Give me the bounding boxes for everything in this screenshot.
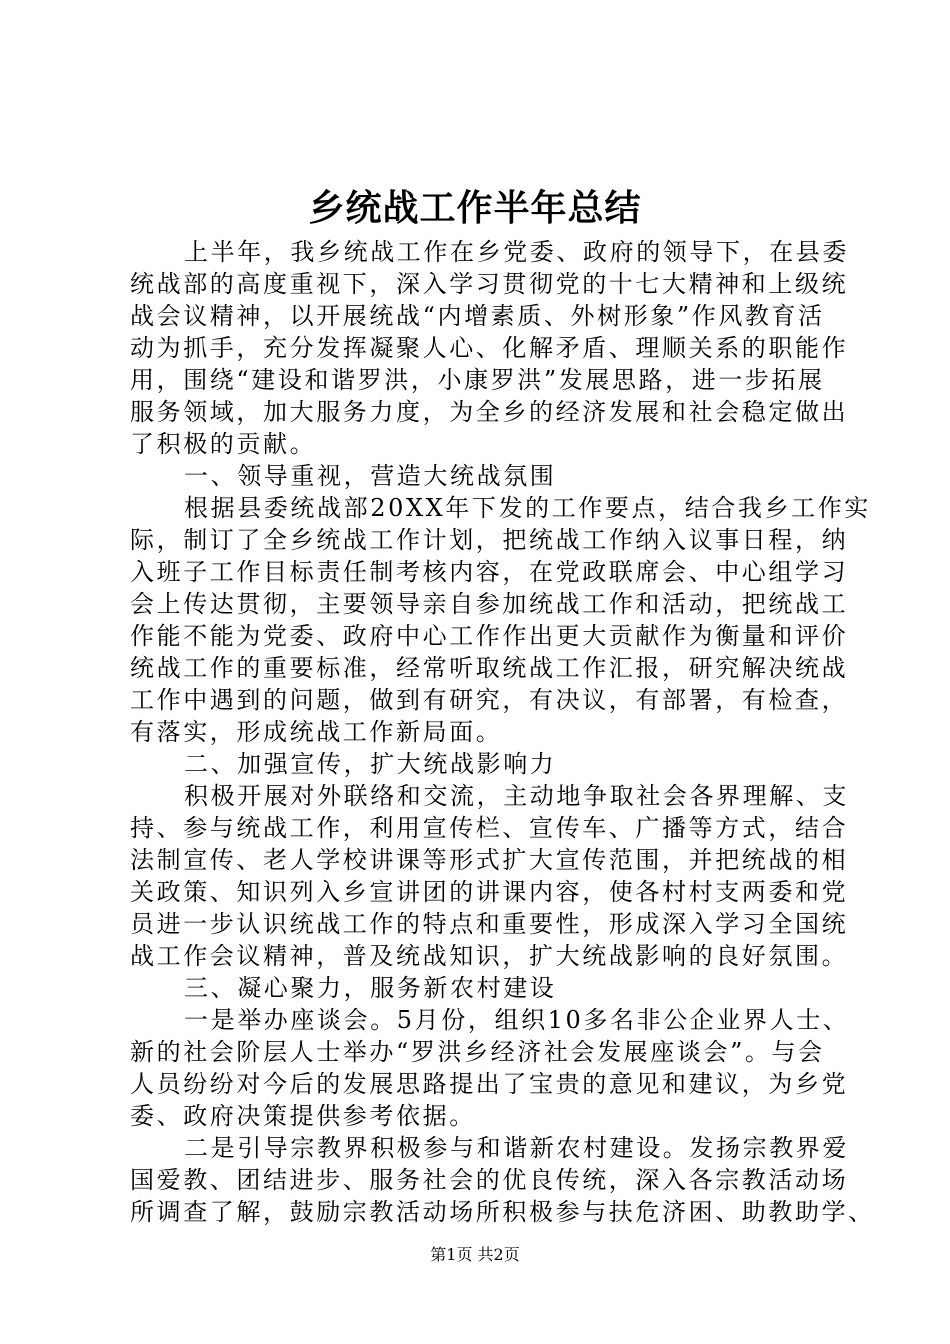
text-line: 法制宣传、老人学校讲课等形式扩大宣传范围，并把统战的相 [130,846,849,874]
section-heading: 三、凝心聚力，服务新农村建设 [184,974,557,1002]
text-line: 所调查了解，鼓励宗教活动场所积极参与扶危济困、助教助学、 [130,1198,875,1226]
text-line: 服务领域，加大服务力度，为全乡的经济发展和社会稳定做出 [130,398,849,426]
text-line: 委、政府决策提供参考依据。 [130,1102,476,1130]
text-line: 人员纷纷对今后的发展思路提出了宝贵的意见和建议，为乡党 [130,1070,849,1098]
section-heading: 二、加强宣传，扩大统战影响力 [184,750,557,778]
text-line: 有落实，形成统战工作新局面。 [130,718,503,746]
text-line: 一是举办座谈会。5月份，组织10多名非公企业界人士、 [184,1006,850,1034]
text-line: 新的社会阶层人士举办“罗洪乡经济社会发展座谈会”。与会 [130,1038,825,1066]
document-body [130,236,875,1228]
text-line: 积极开展对外联络和交流，主动地争取社会各界理解、支 [184,782,849,810]
text-line: 战会议精神，以开展统战“内增素质、外树形象”作风教育活 [130,302,825,330]
text-line: 统战工作的重要标准，经常听取统战工作汇报，研究解决统战 [130,654,849,682]
text-line: 统战部的高度重视下，深入学习贯彻党的十七大精神和上级统 [130,270,849,298]
text-line: 关政策、知识列入乡宣讲团的讲课内容，使各村村支两委和党 [130,878,849,906]
text-line: 持、参与统战工作，利用宣传栏、宣传车、广播等方式，结合 [130,814,849,842]
document-title: 乡统战工作半年总结 [308,187,642,229]
text-line: 员进一步认识统战工作的特点和重要性，形成深入学习全国统 [130,910,849,938]
text-line: 根据县委统战部20XX年下发的工作要点，结合我乡工作实 [184,494,871,522]
text-line: 会上传达贯彻，主要领导亲自参加统战工作和活动，把统战工 [130,590,849,618]
section-heading: 一、领导重视，营造大统战氛围 [184,462,557,490]
page-number: 第1页 共2页 [430,1245,520,1264]
text-line: 动为抓手，充分发挥凝聚人心、化解矛盾、理顺关系的职能作 [130,334,849,362]
text-line: 国爱教、团结进步、服务社会的优良传统，深入各宗教活动场 [130,1166,849,1194]
text-line: 用，围绕“建设和谐罗洪，小康罗洪”发展思路，进一步拓展 [130,366,825,394]
text-line: 战工作会议精神，普及统战知识，扩大统战影响的良好氛围。 [130,942,849,970]
text-line: 工作中遇到的问题，做到有研究，有决议，有部署，有检查， [130,686,849,714]
text-line: 了积极的贡献。 [130,430,317,458]
text-line: 上半年，我乡统战工作在乡党委、政府的领导下，在县委 [184,238,849,266]
text-line: 入班子工作目标责任制考核内容，在党政联席会、中心组学习 [130,558,849,586]
text-line: 二是引导宗教界积极参与和谐新农村建设。发扬宗教界爱 [184,1134,849,1162]
text-line: 际，制订了全乡统战工作计划，把统战工作纳入议事日程，纳 [130,526,849,554]
text-line: 作能不能为党委、政府中心工作作出更大贡献作为衡量和评价 [130,622,849,650]
